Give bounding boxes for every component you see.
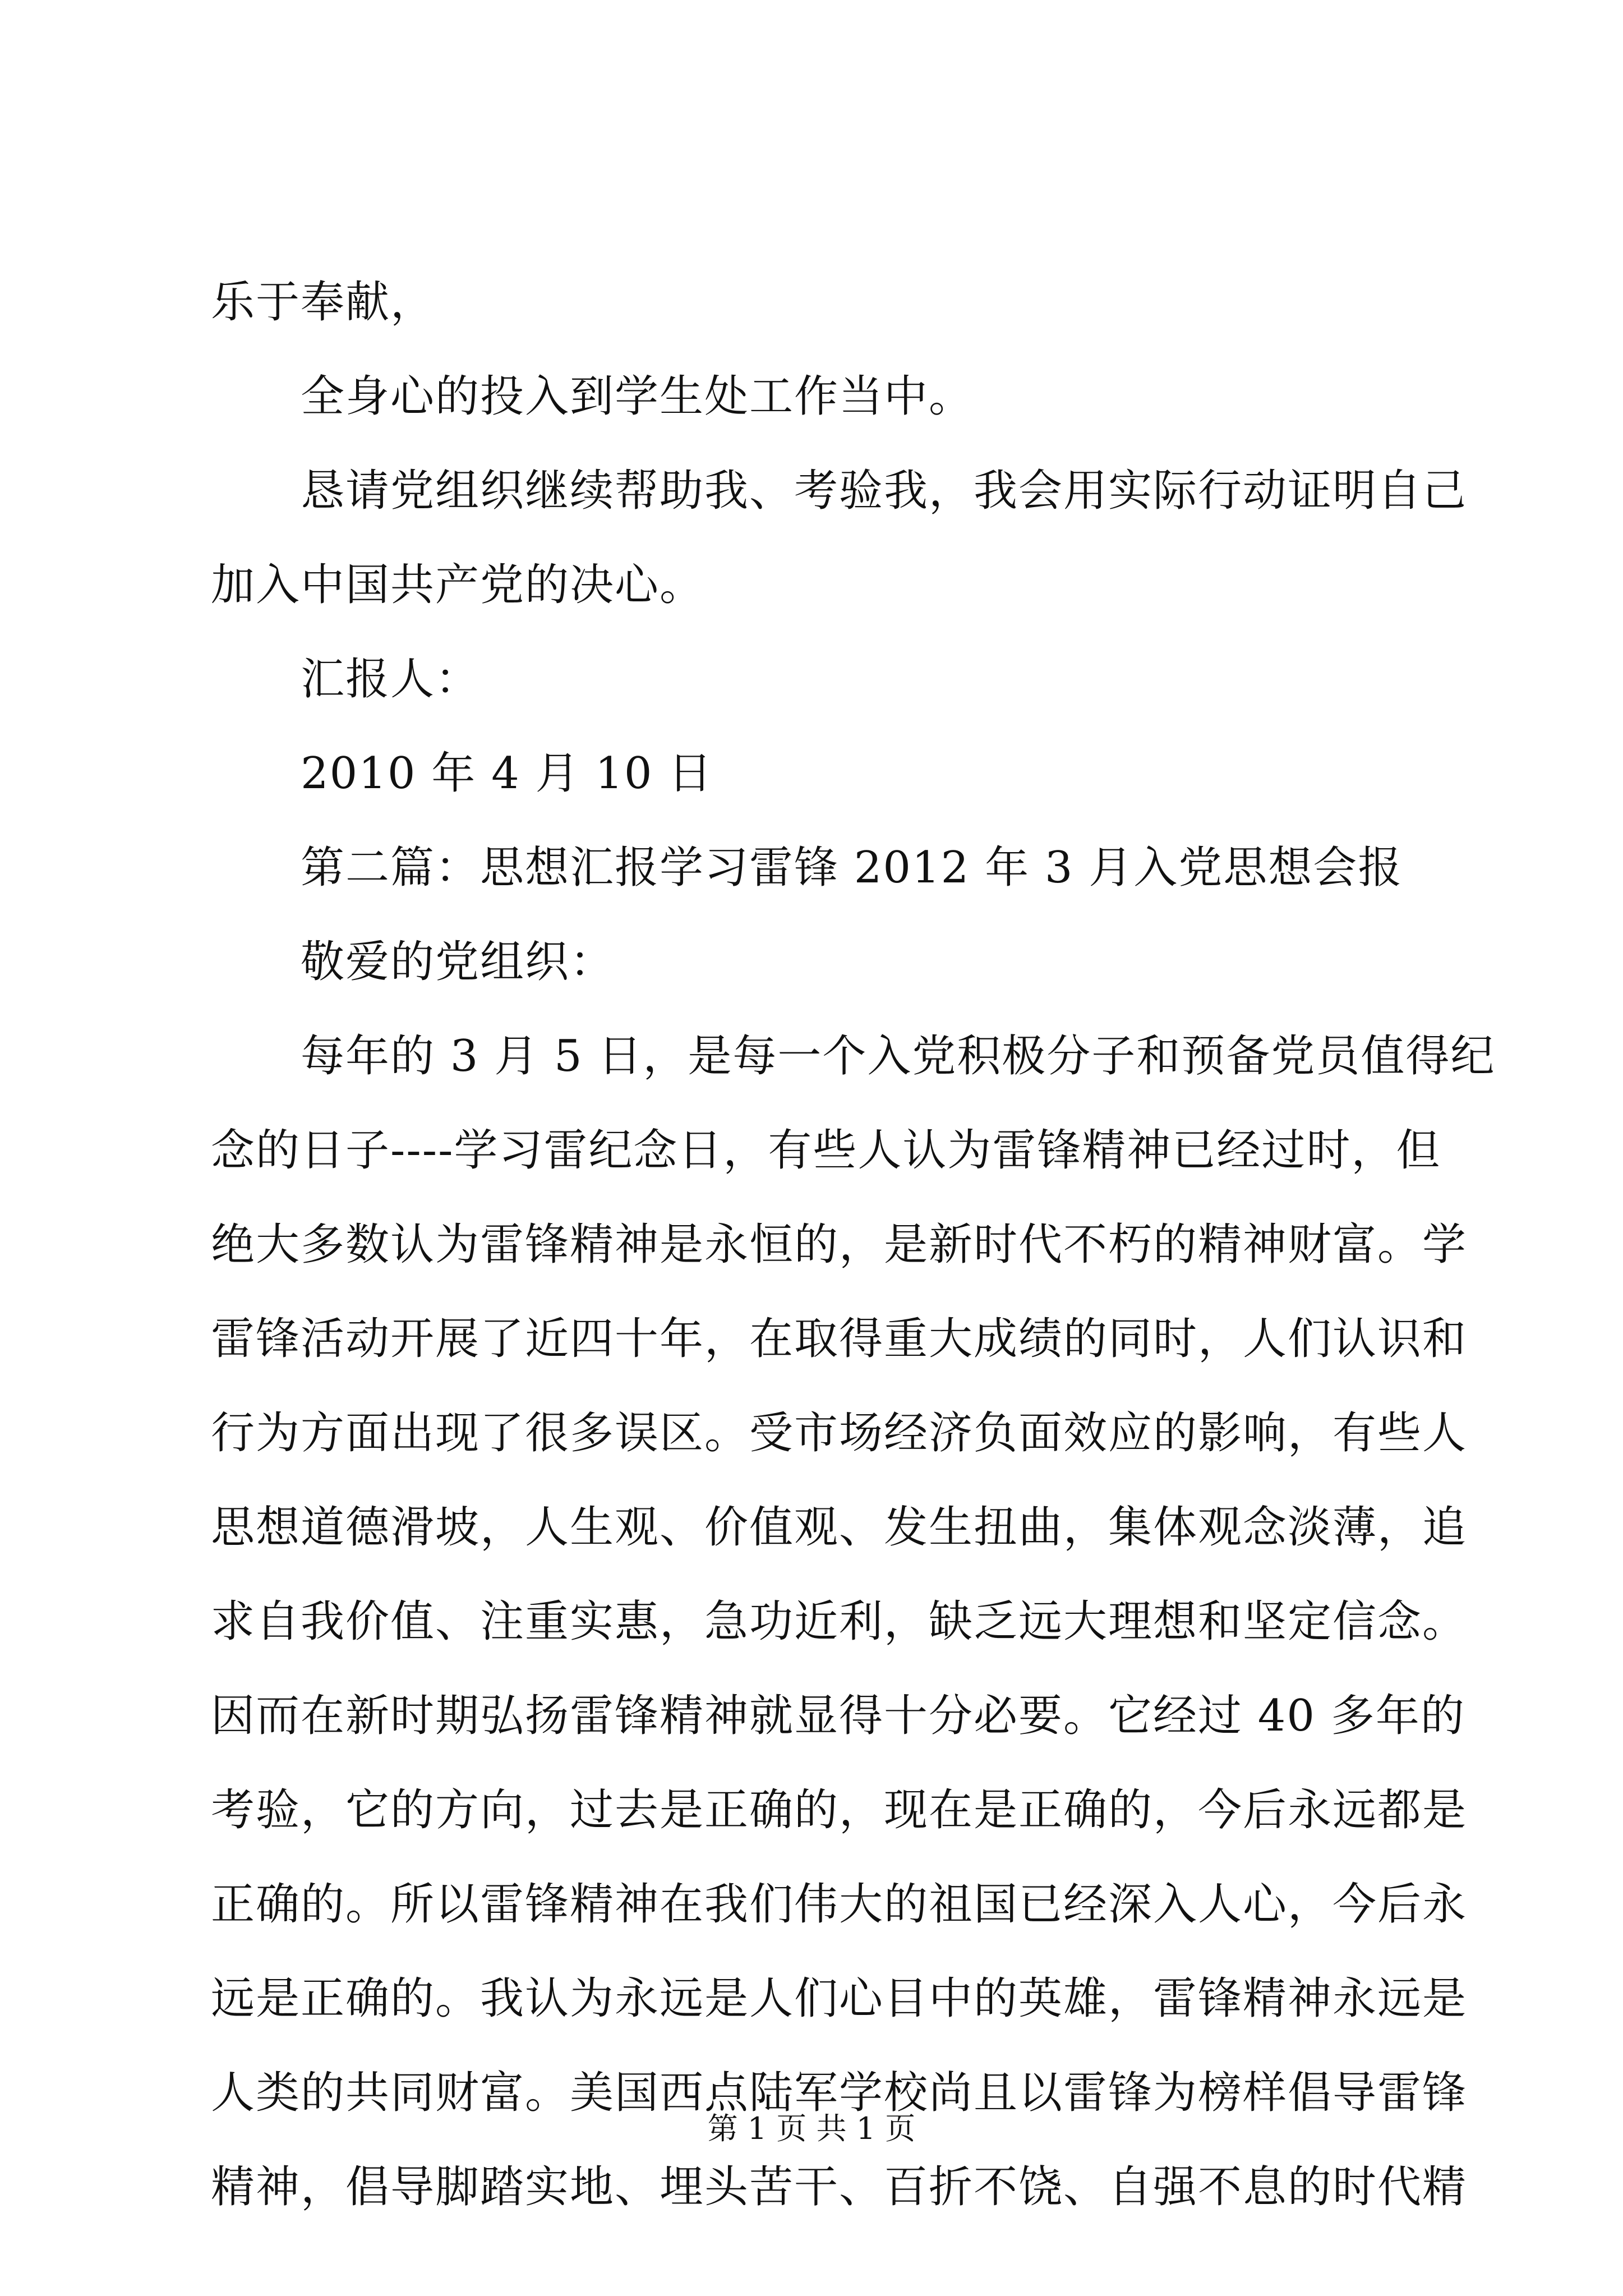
text-line: 考验，它的方向，过去是正确的，现在是正确的，今后永远都是 bbox=[211, 1785, 1468, 1835]
text-line: 2010 年 4 月 10 日 bbox=[301, 748, 713, 799]
text-line: 念的日子----学习雷纪念日，有些人认为雷锋精神已经过时，但 bbox=[211, 1125, 1441, 1176]
text-line: 人类的共同财富。美国西点陆军学校尚且以雷锋为榜样倡导雷锋 bbox=[211, 2068, 1468, 2118]
text-line: 行为方面出现了很多误区。受市场经济负面效应的影响，有些人 bbox=[211, 1408, 1468, 1458]
section-heading: 第二篇：思想汇报学习雷锋 2012 年 3 月入党思想会报 bbox=[301, 843, 1403, 893]
text-line: 精神，倡导脚踏实地、埋头苦干、百折不饶、自强不息的时代精 bbox=[211, 2162, 1468, 2212]
page-footer: 第 1 页 共 1 页 bbox=[707, 2111, 916, 2146]
text-line: 远是正确的。我认为永远是人们心目中的英雄，雷锋精神永远是 bbox=[211, 1973, 1468, 2024]
text-line: 全身心的投入到学生处工作当中。 bbox=[301, 371, 974, 422]
text-line: 绝大多数认为雷锋精神是永恒的，是新时代不朽的精神财富。学 bbox=[211, 1220, 1468, 1270]
text-line: 恳请党组织继续帮助我、考验我，我会用实际行动证明自己 bbox=[301, 466, 1468, 516]
text-line: 因而在新时期弘扬雷锋精神就显得十分必要。它经过 40 多年的 bbox=[211, 1691, 1465, 1741]
text-line: 每年的 3 月 5 日，是每一个入党积极分子和预备党员值得纪 bbox=[301, 1031, 1496, 1082]
salutation: 敬爱的党组织： bbox=[301, 937, 615, 987]
text-line: 汇报人： bbox=[301, 654, 481, 705]
document-body bbox=[211, 255, 1496, 2234]
text-line: 思想道德滑坡，人生观、价值观、发生扭曲，集体观念淡薄，追 bbox=[211, 1502, 1468, 1553]
text-line: 加入中国共产党的决心。 bbox=[211, 560, 705, 610]
text-line: 求自我价值、注重实惠，急功近利，缺乏远大理想和坚定信念。 bbox=[211, 1596, 1468, 1647]
text-line: 乐于奉献， bbox=[211, 277, 436, 328]
text-line: 雷锋活动开展了近四十年，在取得重大成绩的同时，人们认识和 bbox=[211, 1314, 1468, 1364]
text-line: 正确的。所以雷锋精神在我们伟大的祖国已经深入人心，今后永 bbox=[211, 1879, 1468, 1930]
